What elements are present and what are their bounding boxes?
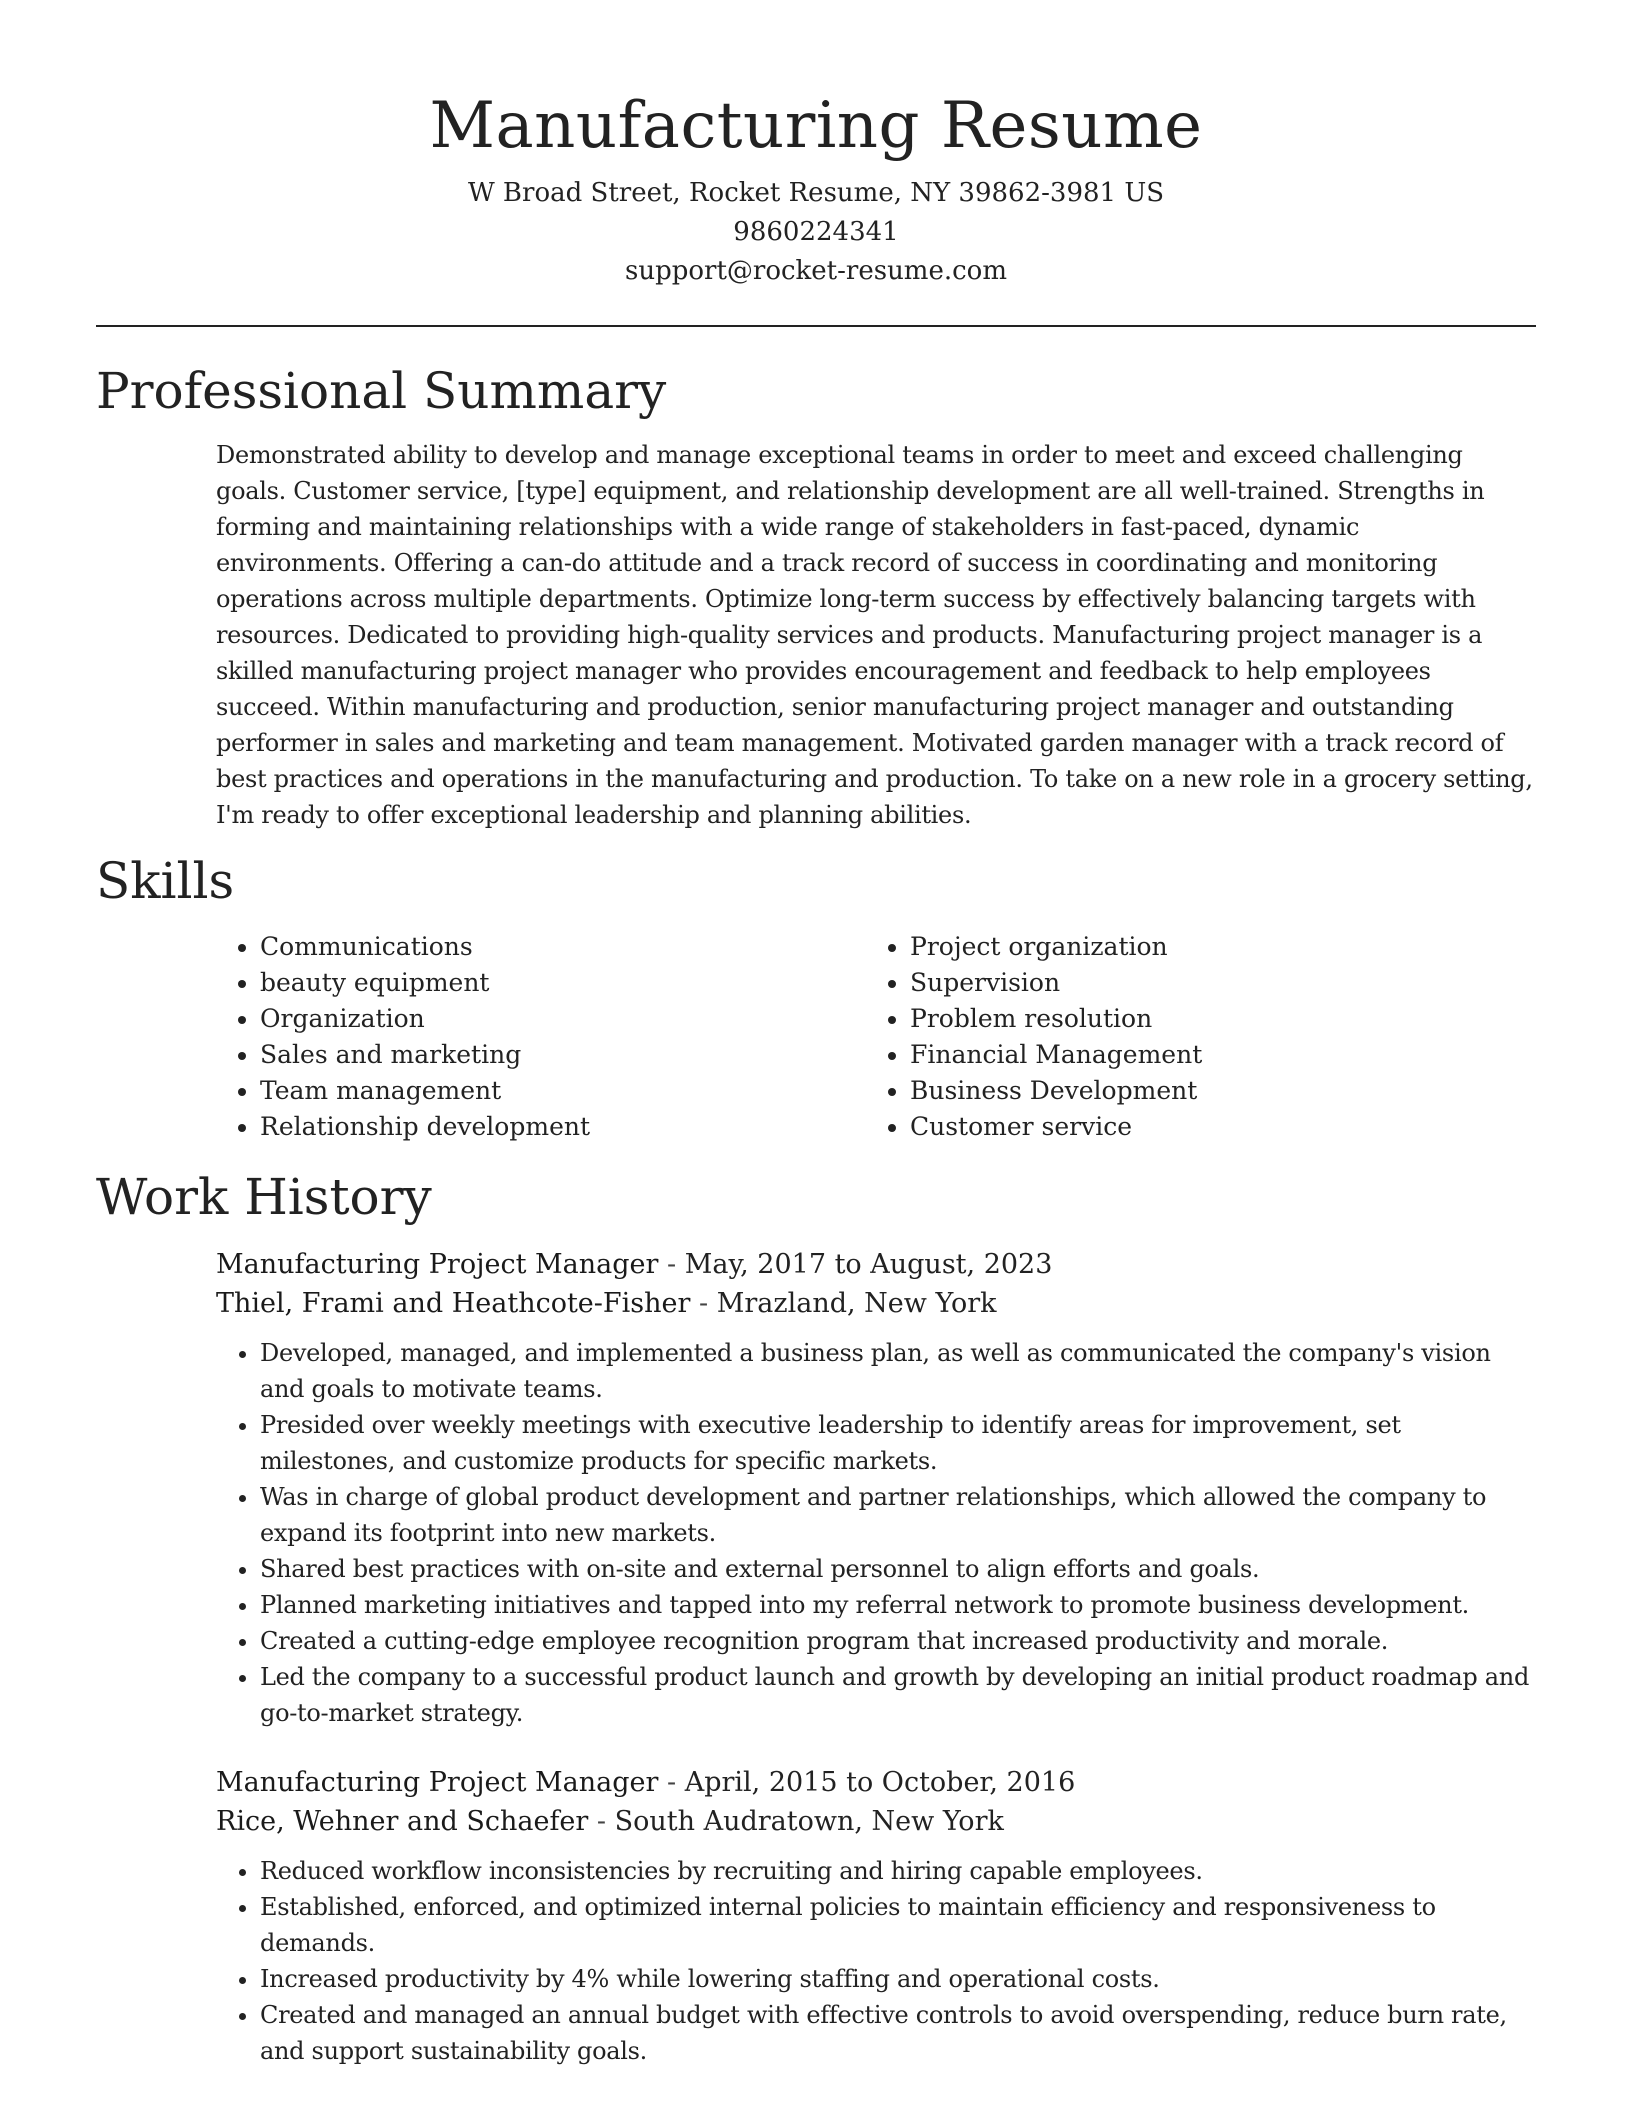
- resume-header: [96, 0, 1536, 291]
- job-role: Manufacturing Project Manager: [216, 1249, 659, 1280]
- skill-item: • Team management: [260, 1073, 746, 1109]
- job-company-line: Rice, Wehner and Schaefer - South Audratown, New York: [216, 1806, 1004, 1837]
- job-bullet: • Developed, managed, and implemented a business plan, as well as communicated the company's vision and goals to motivate teams.: [260, 1335, 1536, 1407]
- job-company-line: Thiel, Frami and Heathcote-Fisher - Mrazland, New York: [216, 1288, 997, 1319]
- email-text: support@rocket-resume.com: [624, 256, 1007, 286]
- job-role: Manufacturing Project Manager: [216, 1767, 659, 1798]
- job-bullet: • Presided over weekly meetings with executive leadership to identify areas for improvement, set milestones, and customize products for specific markets.: [260, 1407, 1536, 1479]
- work-history-heading: Work History: [96, 1168, 432, 1226]
- skills-heading: Skills: [96, 852, 235, 910]
- job-bullet: • Established, enforced, and optimized internal policies to maintain efficiency and responsiveness to demands.: [260, 1889, 1536, 1961]
- job-entry: [216, 1245, 1536, 1731]
- skill-item: • Financial Management: [910, 1037, 1410, 1073]
- job-location: South Audratown, New York: [614, 1806, 1004, 1837]
- contact-info: [96, 174, 1536, 291]
- skill-item: • Project organization: [910, 929, 1410, 965]
- summary-heading: Professional Summary: [96, 362, 667, 420]
- skill-item: • Sales and marketing: [260, 1037, 746, 1073]
- job-bullet: • Was in charge of global product development and partner relationships, which allowed the company to expand its footprint into new markets.: [260, 1479, 1536, 1551]
- job-bullet: • Created a cutting-edge employee recognition program that increased productivity and morale.: [260, 1623, 1536, 1659]
- job-bullet: • Increased productivity by 4% while lowering staffing and operational costs.: [260, 1961, 1536, 1997]
- skill-item: • Customer service: [910, 1109, 1410, 1145]
- job-company: Thiel, Frami and Heathcote-Fisher: [216, 1288, 691, 1319]
- job-bullets: [216, 1853, 1536, 2069]
- resume-page: [96, 0, 1536, 2069]
- skill-item: • Problem resolution: [910, 1001, 1410, 1037]
- job-company: Rice, Wehner and Schaefer: [216, 1806, 589, 1837]
- job-bullet: • Planned marketing initiatives and tapped into my referral network to promote business development.: [260, 1587, 1536, 1623]
- job-entry: [216, 1763, 1536, 2069]
- skills-column-right: [746, 929, 1410, 1145]
- job-bullet: • Led the company to a successful product launch and growth by developing an initial product roadmap and go-to-market strategy.: [260, 1659, 1536, 1731]
- skill-item: • Communications: [260, 929, 746, 965]
- job-bullet: • Shared best practices with on-site and external personnel to align efforts and goals.: [260, 1551, 1536, 1587]
- job-bullet: • Created and managed an annual budget with effective controls to avoid overspending, reduce burn rate, and support sustainability goals.: [260, 1997, 1536, 2069]
- job-title-line: Manufacturing Project Manager - April, 2015 to October, 2016: [216, 1767, 1076, 1798]
- skill-item: • Supervision: [910, 965, 1410, 1001]
- resume-title: Manufacturing Resume: [429, 89, 1203, 163]
- job-dates: May, 2017 to August, 2023: [684, 1249, 1053, 1280]
- job-bullets: [216, 1335, 1536, 1731]
- job-bullet: • Reduced workflow inconsistencies by recruiting and hiring capable employees.: [260, 1853, 1536, 1889]
- address-text: W Broad Street, Rocket Resume, NY 39862-3981 US: [467, 178, 1165, 208]
- skill-item: • beauty equipment: [260, 965, 746, 1001]
- phone-text: 9860224341: [733, 217, 899, 247]
- skill-item: • Organization: [260, 1001, 746, 1037]
- skill-item: • Business Development: [910, 1073, 1410, 1109]
- skills-column-left: [96, 929, 746, 1145]
- job-title-line: Manufacturing Project Manager - May, 2017 to August, 2023: [216, 1249, 1053, 1280]
- skill-item: • Relationship development: [260, 1109, 746, 1145]
- skills-list: [96, 929, 1536, 1145]
- summary-text: Demonstrated ability to develop and manage exceptional teams in order to meet and exceed challenging goals. Customer service, [type] equipment, and relationship development are all well-trained. Strengths in forming and maintaining relationships with a wide range of stakeholders in fast-paced, dynamic environments. Offering a can-do attitude and a track record of success in coordinating and monitoring operations across multiple departments. Optimize long-term success by effectively balancing targets with resources. Dedicated to providing high-quality services and products. Manufacturing project manager is a skilled manufacturing project manager who provides encouragement and feedback to help employees succeed. Within manufacturing and production, senior manufacturing project manager and outstanding performer in sales and marketing and team management. Motivated garden manager with a track record of best practices and operations in the manufacturing and production. To take on a new role in a grocery setting, I'm ready to offer exceptional leadership and planning abilities.: [216, 441, 1533, 829]
- header-divider: [96, 325, 1536, 327]
- job-dates: April, 2015 to October, 2016: [684, 1767, 1076, 1798]
- job-location: Mrazland, New York: [716, 1288, 997, 1319]
